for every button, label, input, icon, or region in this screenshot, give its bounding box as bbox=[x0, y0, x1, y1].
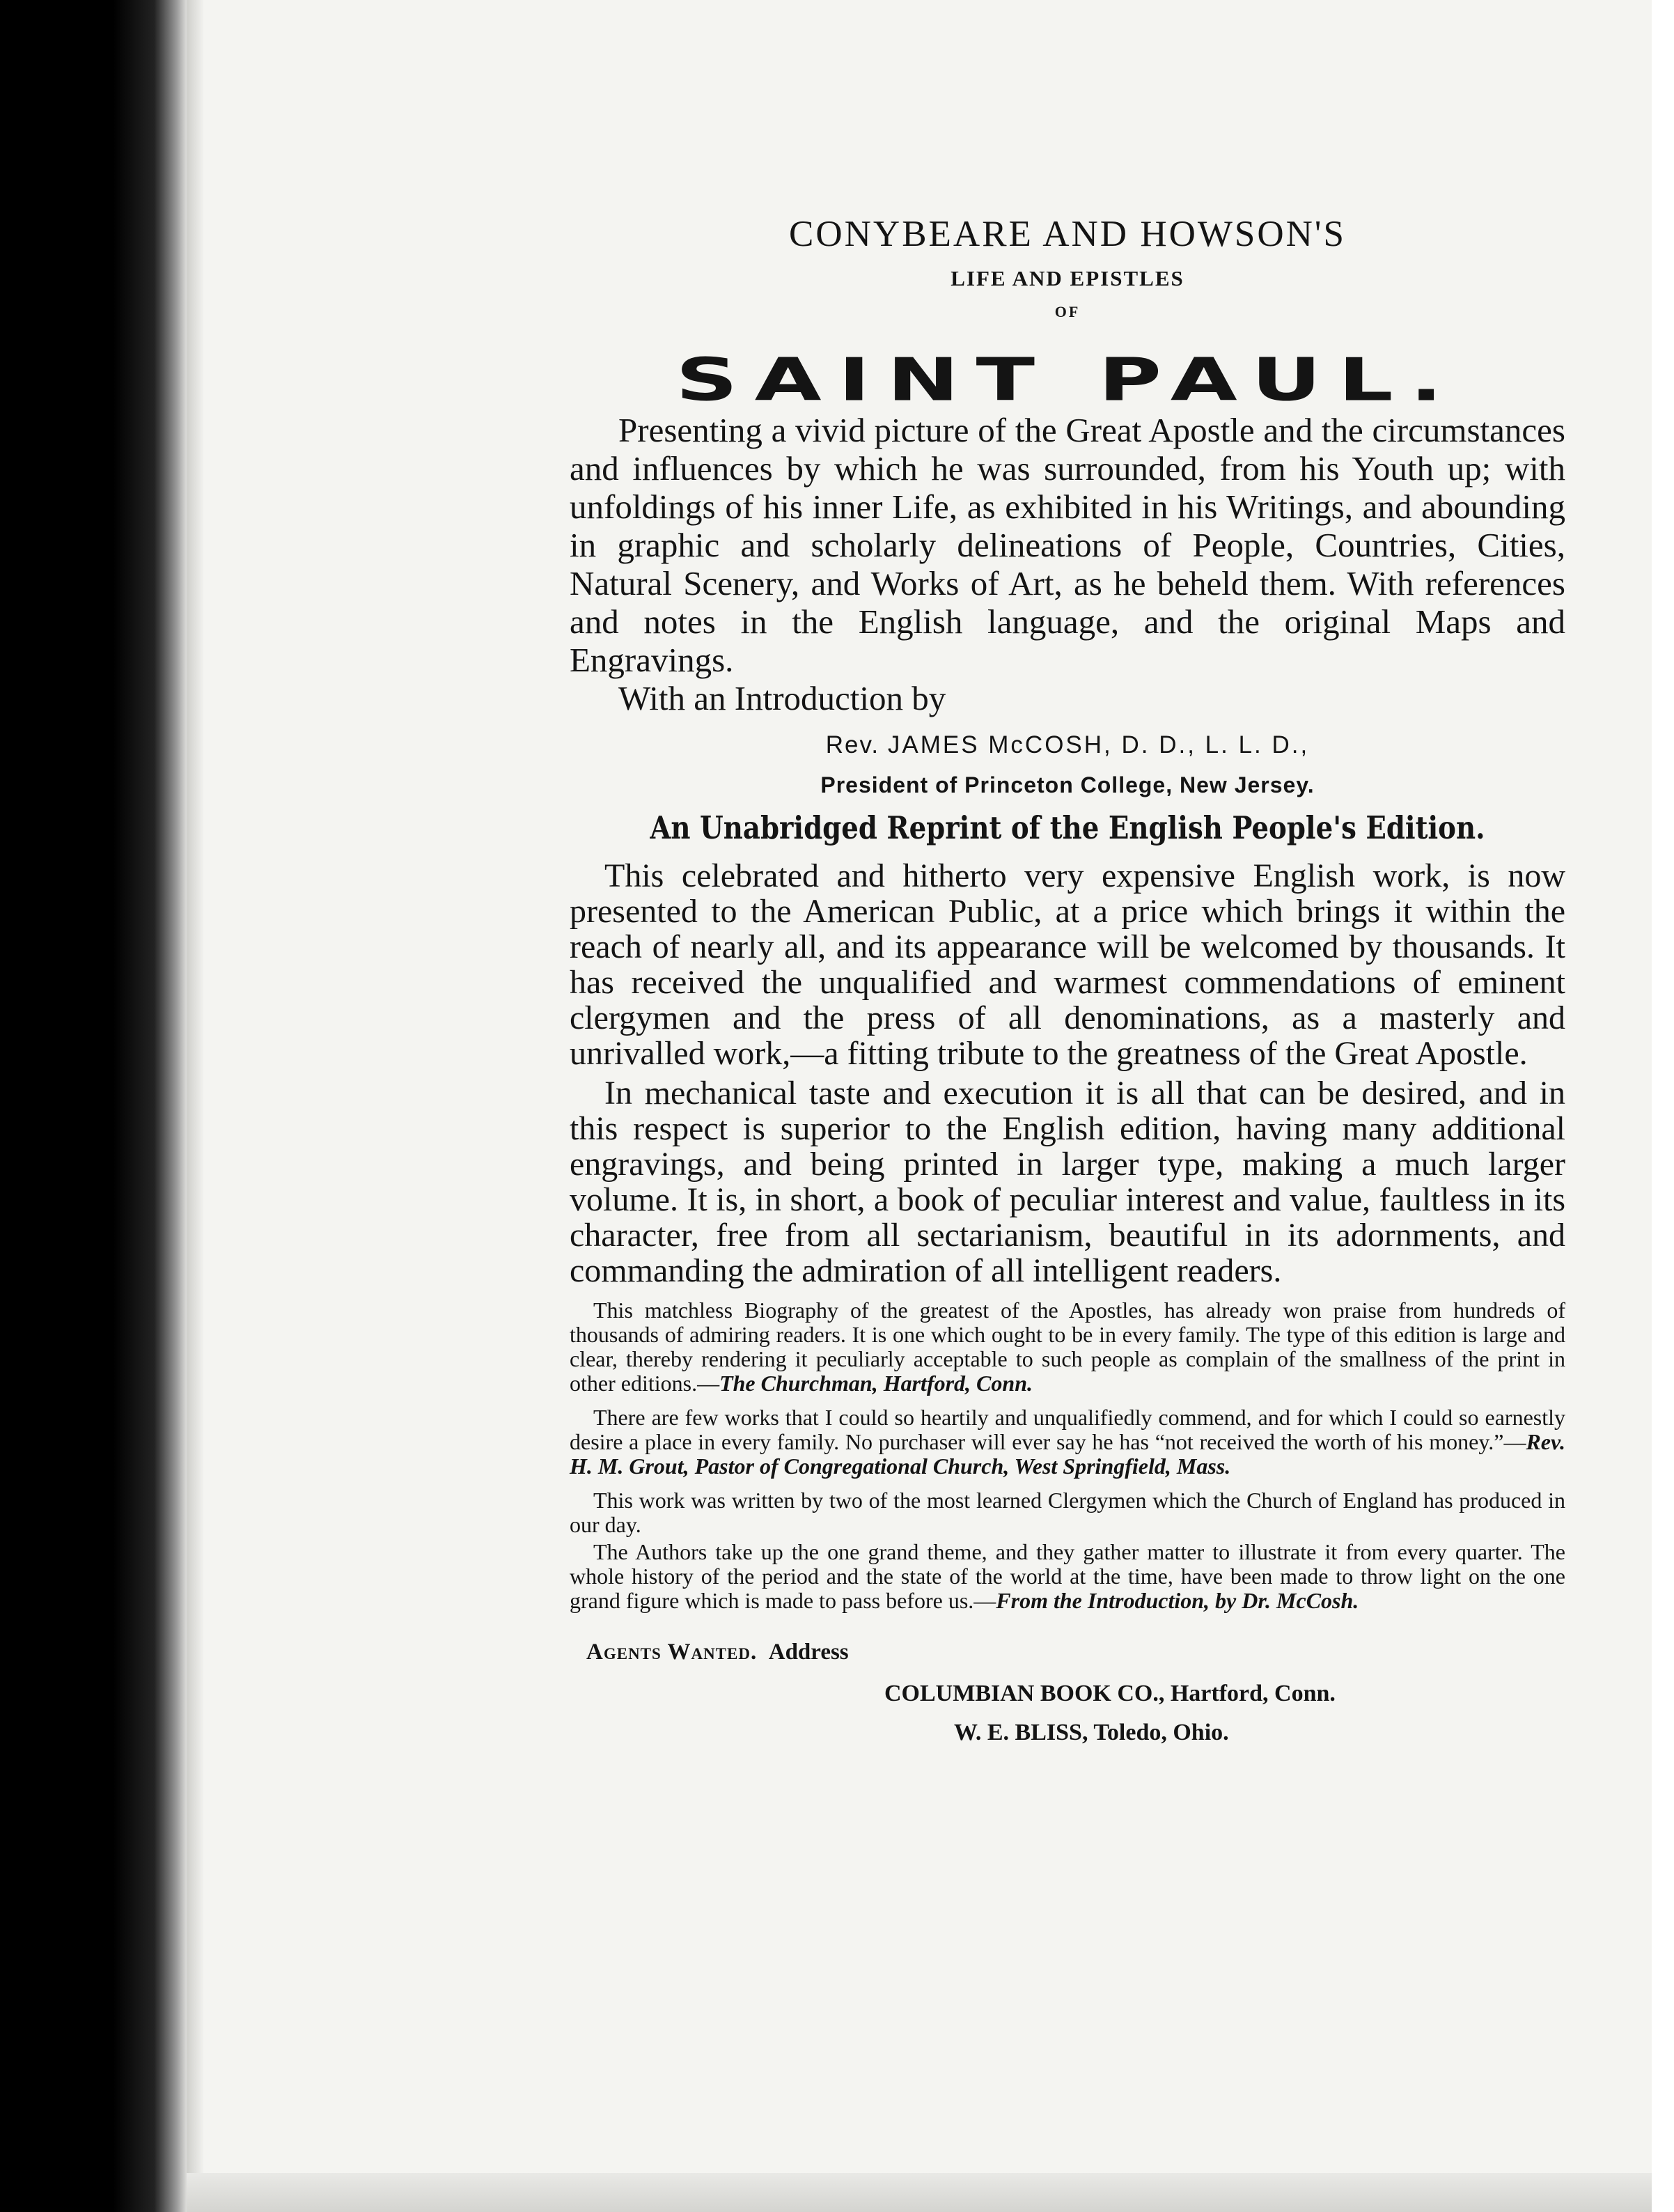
introduction-name: JAMES McCOSH, D. D., L. L. D., bbox=[887, 731, 1310, 758]
page-bottom-edge bbox=[187, 2173, 1652, 2212]
address-columbian-book-co: COLUMBIAN BOOK CO., Hartford, Conn. bbox=[884, 1681, 1336, 1706]
lead-paragraph: Presenting a vivid picture of the Great Apostle and the circumstances and influences by which he was surrounded, from his Youth up; with unfoldings of his inner Life, as exhibited in his Writings, and abounding in graphic and scholarly delineations of People, Countries, Cities, Natural Scenery, and Works of Art, as he beheld them. With references and notes in the English language, and the original Maps and Engravings. bbox=[570, 411, 1565, 679]
testimonial-1 bbox=[570, 1298, 1565, 1396]
testimonial-text: The Authors take up the one grand theme, and they gather matter to illustrate it from every quarter. The whole history of the period and the state of the world at the time, have been made to throw light on the one grand figure which is made to pass before us.— bbox=[570, 1539, 1565, 1613]
testimonial-text: There are few works that I could so heartily and unqualifiedly commend, and for which I could so earnestly desire a place in every family. No purchaser will ever say he has “not received the worth of his money.”— bbox=[570, 1405, 1565, 1454]
heading-subtitle: LIFE AND EPISTLES bbox=[951, 266, 1184, 290]
heading-of: OF bbox=[1054, 303, 1081, 320]
reprint-notice: An Unabridged Reprint of the English People's Edition. bbox=[650, 809, 1485, 846]
page-fold-shadow bbox=[187, 0, 203, 2212]
testimonial-citation: The Churchman, Hartford, Conn. bbox=[719, 1371, 1033, 1396]
introduction-author-title: President of Princeton College, New Jersey. bbox=[820, 772, 1315, 797]
testimonial-4 bbox=[570, 1540, 1565, 1613]
body-paragraph-2: In mechanical taste and execution it is all that can be desired, and in this respect is superior to the English edition, having many additional engravings, and being printed in larger type, making a much larger volume. It is, in short, a book of peculiar interest and value, faultless in its character, free from all sectarianism, beautiful in its adornments, and commanding the admiration of all intelligent readers. bbox=[570, 1075, 1565, 1289]
testimonial-text: This work was written by two of the most learned Clergymen which the Church of England has produced in our day. bbox=[570, 1488, 1565, 1537]
scan-black-margin bbox=[0, 0, 111, 2212]
testimonial-3 bbox=[570, 1488, 1565, 1537]
address-label: Address bbox=[768, 1639, 849, 1665]
advertisement-content bbox=[570, 209, 1565, 1752]
body-paragraph-1: This celebrated and hitherto very expensive English work, is now presented to the American Public, at a price which brings it within the reach of nearly all, and its appearance will be welcomed by thousands. It has received the unqualified and warmest commendations of eminent clergymen and the press of all denominations, as a masterly and unrivalled work,—a fitting tribute to the greatness of the Great Apostle. bbox=[570, 857, 1565, 1072]
testimonial-citation: From the Introduction, by Dr. McCosh. bbox=[996, 1588, 1359, 1613]
testimonial-citation: Rev. H. M. Grout, Pastor of Congregational Church, West Springfield, Mass. bbox=[570, 1429, 1565, 1479]
testimonial-2 bbox=[570, 1405, 1565, 1479]
agents-wanted-line bbox=[570, 1630, 1565, 1674]
agents-wanted-label: Agents Wanted. bbox=[586, 1639, 758, 1665]
address-w-e-bliss: W. E. BLISS, Toledo, Ohio. bbox=[954, 1720, 1229, 1745]
introduction-prefix: Rev. bbox=[825, 731, 880, 758]
scan-right-border bbox=[1652, 0, 1674, 2212]
testimonial-text: This matchless Biography of the greatest of the Apostles, has already won praise from hundreds of thousands of admiring readers. It is one which ought to be in every family. The type of this edition is large and clear, thereby rendering it peculiarly acceptable to such people as complain of the smallness of the print in other editions.— bbox=[570, 1298, 1565, 1396]
introduction-lead-in: With an Introduction by bbox=[618, 679, 946, 717]
heading-title: SAINT PAUL. bbox=[675, 346, 1460, 414]
introduction-author bbox=[570, 723, 1565, 768]
heading-authors: CONYBEARE AND HOWSON'S bbox=[789, 214, 1346, 254]
scan-left-border bbox=[0, 0, 188, 2212]
